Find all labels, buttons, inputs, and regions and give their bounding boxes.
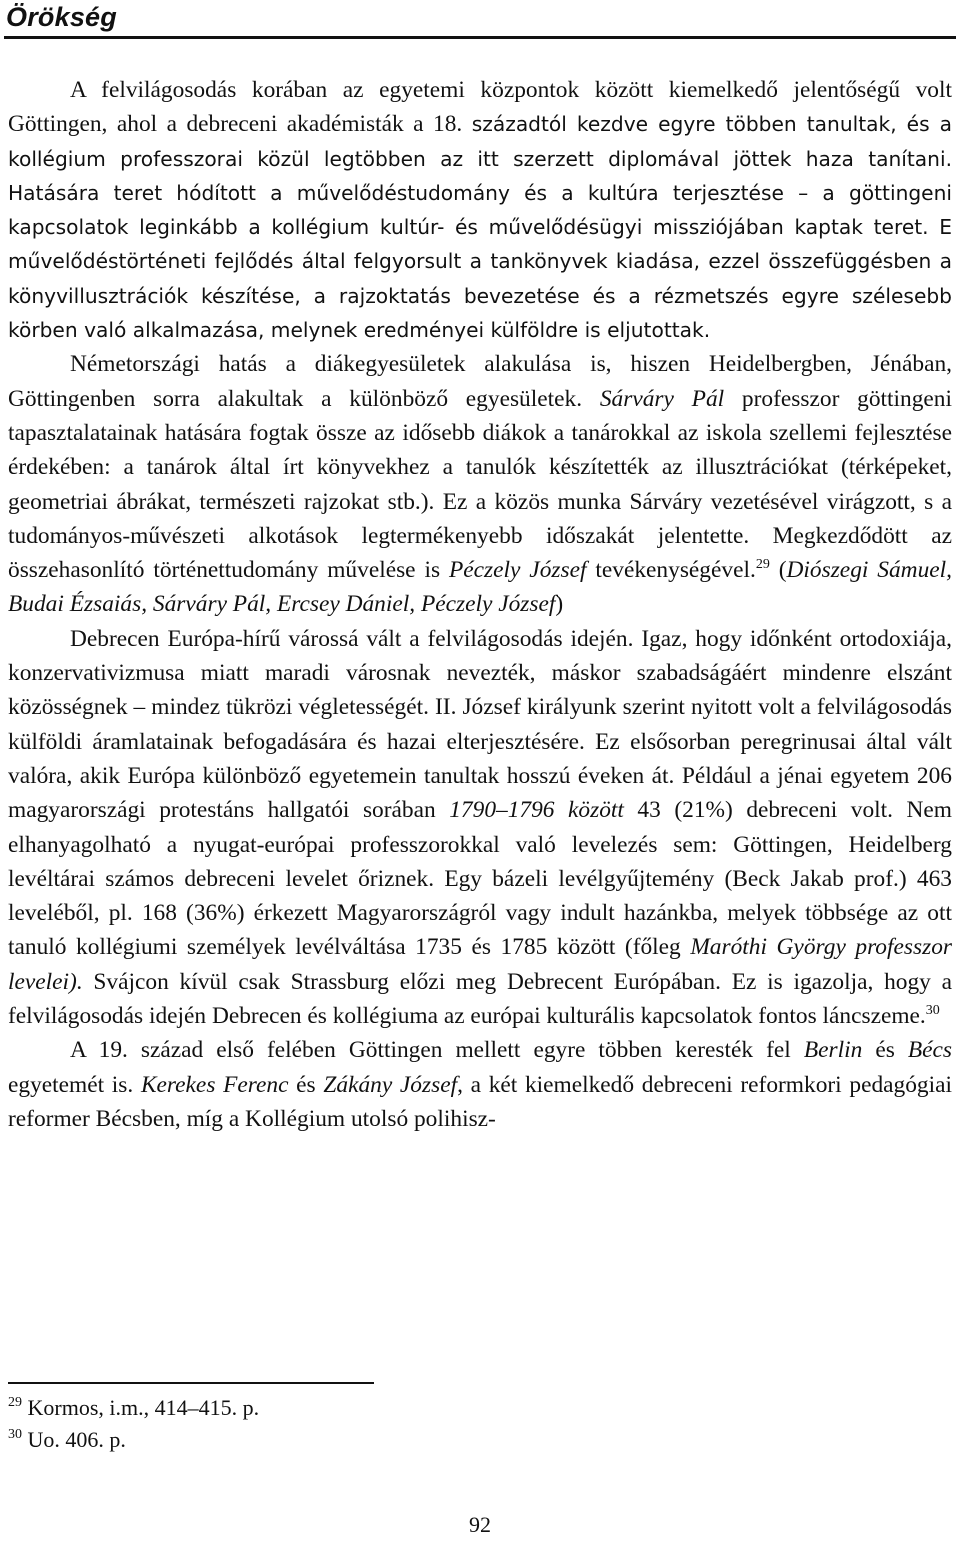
text-run: és (288, 1071, 324, 1098)
footnotes (8, 1392, 708, 1456)
italic-source: Maróthi György professzor levelei). (8, 934, 952, 995)
text-run: A felvilágosodás korában az egyetemi központok között kiemelkedő jelentőségű volt Göttingen, ahol a debreceni akadémisták a 18. (8, 77, 952, 138)
footnote (8, 1392, 708, 1424)
text-run: 43 (21%) debreceni volt. Nem elhanyagolható a nyugat-európai professzorokkal való levelezés sem: Göttingen, Heidelberg levéltárai számos debreceni levelet őriznek. Egy bázeli levélgyűjtemény (Beck Jakab prof.) 463 leveléből, pl. 168 (36%) érkezett Magyarországról vagy indult hazánkba, melyek többsége az ott tanuló kollégiumi személyek levélváltása 1735 és 1785 között (főleg (8, 797, 952, 961)
paragraph-4 (8, 1033, 952, 1136)
footnote-text: Kormos, i.m., 414–415. p. (22, 1395, 260, 1420)
header-rule (4, 36, 956, 39)
text-run: Debrecen Európa-hírű várossá vált a felvilágosodás idején. Igaz, hogy időnként ortodoxiája, konzervativizmusa miatt maradi városnak nevezték, máskor szabadságáért mindenre elszánt közösségnek – mindez tükrözi végletességét. II. József királyunk szerint nyitott volt a felvilágosodás külföldi áramlatainak befogadására és hazai elterjesztésére. Ez elsősorban peregrinusai által vált valóra, akik Európa különböző egyetemein tanultak hosszú éveken át. Például a jénai egyetem 206 magyarországi protestáns hallgatói sorában (8, 625, 952, 824)
footnote (8, 1424, 708, 1456)
italic-name: Kerekes Ferenc (140, 1071, 289, 1098)
paragraph-2 (8, 347, 952, 621)
footnote-text: Uo. 406. p. (22, 1427, 126, 1452)
footnote-rule (8, 1382, 374, 1384)
text-run: ) (555, 591, 564, 618)
text-run: és (862, 1037, 908, 1064)
footnote-number: 29 (8, 1395, 22, 1410)
italic-name: Péczely József (448, 557, 587, 584)
italic-names: Diószegi Sámuel, Budai Ézsaiás, Sárváry Pál, Ercsey Dániel, Péczely József (8, 557, 952, 618)
paragraph-3 (8, 622, 952, 1034)
text-run: ( (769, 557, 787, 584)
page-number: 92 (469, 1512, 491, 1537)
text-run: professzor göttingeni tapasztalatainak hatására fogtak össze az idősebb diákok a tanárokkal az iskola szellemi fejlesztése érdekében: a tanárok által írt könyvekhez a tanulók készítették az illusztrációkat (térképeket, geometriai ábrákat, természeti rajzokat stb.). Ez a közös munka Sárváry vezetésével virágzott, s a tudományos-művészeti alkotások legtermékenyebb időszakát jelentette. Megkezdődött az összehasonlító történettudomány művelése is (8, 385, 952, 584)
italic-place: Bécs (907, 1037, 952, 1064)
text-run: századtól kezdve egyre többen tanultak, és a kollégium professzorai közül legtöbben az itt szerzett diplomával jöttek haza tanítani. Hatására teret hódított a művelődéstudomány és a kultúra terjesztése – a göttingeni kapcsolatok leginkább a kollégium kultúr- és művelődésügyi missziójában kaptak teret. E művelődéstörténeti fejlődés által felgyorsult a tankönyvek kiadása, ezzel összefüggésben a könyvillusztrációk készítése, a rajzoktatás bevezetése és a rézmetszés egyre szélesebb körben való alkalmazása, melynek eredményei külföldre is eljutottak. (8, 112, 952, 343)
body-text (8, 73, 952, 1136)
italic-place: Berlin (803, 1037, 863, 1064)
footnote-ref: 30 (925, 1003, 940, 1019)
text-run: tevékenységével. (586, 557, 756, 584)
italic-name: Sárváry Pál (599, 385, 725, 412)
footnote-ref: 29 (755, 557, 770, 573)
text-run: egyetemét is. (8, 1071, 141, 1098)
italic-date: 1790–1796 között (449, 797, 624, 824)
footnote-number: 30 (8, 1427, 22, 1442)
text-run: A 19. század első felében Göttingen mellett egyre többen keresték fel (70, 1037, 804, 1064)
header-title: Örökség (6, 2, 117, 32)
text-run: Németországi hatás a diákegyesületek alakulása is, hiszen Heidelbergben, Jénában, Göttingenben sorra alakultak a különböző egyesületek. (8, 351, 952, 412)
italic-name: Zákány József (323, 1071, 458, 1098)
text-run: Svájcon kívül csak Strassburg előzi meg Debrecent Európában. Ez is igazolja, hogy a felvilágosodás idején Debrecen és kollégiuma az európai kulturális kapcsolatok fontos láncszeme. (8, 968, 952, 1030)
text-run: , a két kiemelkedő debreceni reformkori pedagógiai reformer Bécsben, míg a Kollégium utolsó polihisz- (8, 1071, 952, 1132)
paragraph-1 (8, 73, 952, 347)
